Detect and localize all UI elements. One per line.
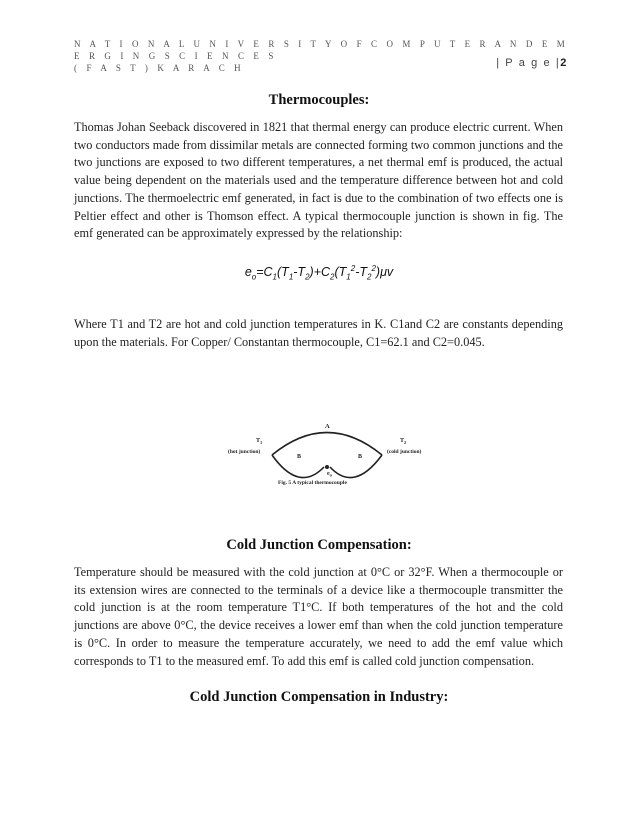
where-paragraph: Where T1 and T2 are hot and cold junction temperatures in K. C1and C2 are constants depending upon the materials. For Copper/ Constantan thermocouple, C1=62.1 and C2=0.045. [74,317,563,349]
campus-name: ( F A S T ) K A R A C H [74,63,245,73]
output-terminal [325,465,329,469]
label-b-right: B [358,454,363,460]
page-number: 2 [560,57,568,69]
figure-caption: Fig. 5 A typical thermocouple [278,480,347,486]
label-t1: $T_1$ [256,438,263,445]
thermocouple-figure [214,415,440,507]
university-name: N A T I O N A L U N I V E R S I T Y O F C O M P U T E R A N D E M E R G I N G S C I E N C E S [74,39,569,61]
label-t2: $T_2$ [400,438,407,445]
label-a: A [325,423,330,430]
intro-paragraph: Thomas Johan Seeback discovered in 1821 that thermal energy can produce electric current. When two conductors made from dissimilar metals are connected forming two common junctions and the two junctions are exposed to two different temperatures, a net thermal emf is produced, the actual value being dependent on the materials used and the temperature difference between hot and cold junctions. The thermoelectric emf generated, in fact is due to the combination of two effects one is Peltier effect and other is Thomson effect. A typical thermocouple junction is shown in fig. The emf generated can be approximately expressed by the relationship: [74,120,563,241]
wire-a [272,433,382,456]
page-number-block [496,57,568,69]
label-b-left: B [297,454,302,460]
wire-b-right [330,455,382,478]
cjc-paragraph: Temperature should be measured with the cold junction at 0°C or 32°F. When a thermocouple or its extension wires are connected to the terminals of a device like a thermocouple transmitter the cold junction is at the room temperature T1°C. If both temperatures of the hot and the cold junctions are above 0°C, the device receives a lower emf than when the cold junction temperature is 0°C. In order to measure the temperature accurately, we need to add the emf value which corresponds to T1 to the measured emf. To add this emf is called cold junction compensation. [74,565,563,668]
label-hot-junction: (hot junction) [228,449,261,455]
page-label: | P a g e | [496,57,561,69]
label-eo: $e_o$ [327,471,332,478]
label-cold-junction: (cold junction) [387,449,422,455]
emf-equation: $e_o=C_1(T_1-T_2)+C_2(T_1^2-T_2^2)\mu v$ [244,264,394,282]
cjc-heading: Cold Junction Compensation: [226,537,412,553]
thermocouples-heading: Thermocouples: [268,92,370,108]
cjc-industry-heading: Cold Junction Compensation in Industry: [189,689,449,705]
